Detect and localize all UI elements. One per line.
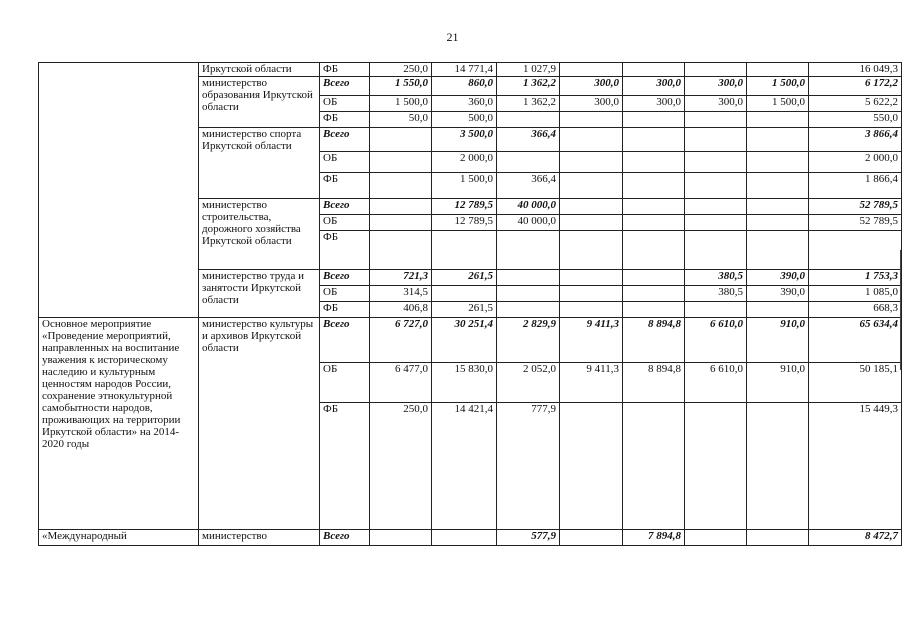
value-cell: 860,0: [432, 77, 497, 96]
margin-line: [900, 250, 901, 370]
value-cell: [370, 128, 432, 152]
value-cell: 8 894,8: [623, 363, 685, 403]
value-cell: 1 027,9: [497, 63, 560, 77]
funding-type-cell: ФБ: [320, 302, 370, 318]
value-cell: 390,0: [747, 270, 809, 286]
value-cell: [685, 112, 747, 128]
value-cell: [623, 152, 685, 173]
funding-type-cell: ОБ: [320, 286, 370, 302]
owner-cell: министерство труда и занятости Иркутской области: [199, 270, 320, 318]
total-cell: 52 789,5: [809, 199, 902, 215]
value-cell: 366,4: [497, 128, 560, 152]
value-cell: [623, 231, 685, 270]
value-cell: [432, 530, 497, 546]
value-cell: 6 610,0: [685, 318, 747, 363]
value-cell: 910,0: [747, 318, 809, 363]
value-cell: [747, 199, 809, 215]
table-row: [39, 63, 902, 77]
value-cell: [747, 173, 809, 199]
main-event-description: Основное мероприятие «Проведение мероприятий, направленных на воспитание уважения к историческому наследию и культурным ценностям народов России, сохранение этнокультурной самобытности народов, проживающих на территории Иркутской области» на 2014-2020 годы: [39, 318, 199, 530]
value-cell: 300,0: [560, 77, 623, 96]
total-cell: 50 185,1: [809, 363, 902, 403]
funding-type-cell: ОБ: [320, 96, 370, 112]
value-cell: [432, 231, 497, 270]
value-cell: 1 500,0: [747, 96, 809, 112]
funding-type-cell: Всего: [320, 530, 370, 546]
value-cell: [370, 215, 432, 231]
value-cell: [497, 286, 560, 302]
value-cell: [747, 128, 809, 152]
table-row: [39, 318, 902, 363]
value-cell: [497, 270, 560, 286]
value-cell: [560, 530, 623, 546]
funding-type-cell: ФБ: [320, 112, 370, 128]
value-cell: [623, 173, 685, 199]
next-event-description: «Международный: [39, 530, 199, 546]
table-body: [39, 63, 902, 546]
value-cell: 577,9: [497, 530, 560, 546]
funding-type-cell: Всего: [320, 318, 370, 363]
table-row: [39, 530, 902, 546]
value-cell: [685, 173, 747, 199]
value-cell: [560, 215, 623, 231]
total-cell: [809, 231, 902, 270]
value-cell: [497, 152, 560, 173]
value-cell: [560, 403, 623, 530]
value-cell: [747, 152, 809, 173]
value-cell: 300,0: [623, 77, 685, 96]
value-cell: [497, 302, 560, 318]
value-cell: [685, 530, 747, 546]
value-cell: 50,0: [370, 112, 432, 128]
value-cell: 777,9: [497, 403, 560, 530]
value-cell: 261,5: [432, 270, 497, 286]
value-cell: 380,5: [685, 270, 747, 286]
owner-cell: министерство образования Иркутской области: [199, 77, 320, 128]
total-cell: 65 634,4: [809, 318, 902, 363]
value-cell: 314,5: [370, 286, 432, 302]
value-cell: [560, 302, 623, 318]
value-cell: [370, 530, 432, 546]
value-cell: [623, 302, 685, 318]
value-cell: [685, 302, 747, 318]
funding-type-cell: ОБ: [320, 363, 370, 403]
total-cell: 8 472,7: [809, 530, 902, 546]
value-cell: [747, 112, 809, 128]
funding-type-cell: ФБ: [320, 231, 370, 270]
value-cell: [623, 112, 685, 128]
funding-type-cell: ФБ: [320, 403, 370, 530]
value-cell: [370, 199, 432, 215]
value-cell: [497, 231, 560, 270]
value-cell: 12 789,5: [432, 199, 497, 215]
value-cell: 2 052,0: [497, 363, 560, 403]
value-cell: 1 362,2: [497, 96, 560, 112]
owner-cell: министерство строительства, дорожного хозяйства Иркутской области: [199, 199, 320, 270]
value-cell: 1 500,0: [432, 173, 497, 199]
total-cell: 1 085,0: [809, 286, 902, 302]
value-cell: 1 500,0: [747, 77, 809, 96]
value-cell: 406,8: [370, 302, 432, 318]
value-cell: [747, 530, 809, 546]
value-cell: [747, 215, 809, 231]
value-cell: [747, 302, 809, 318]
value-cell: 250,0: [370, 403, 432, 530]
value-cell: 40 000,0: [497, 199, 560, 215]
total-cell: 668,3: [809, 302, 902, 318]
value-cell: [560, 152, 623, 173]
value-cell: [685, 403, 747, 530]
value-cell: 721,3: [370, 270, 432, 286]
value-cell: [747, 403, 809, 530]
value-cell: 300,0: [623, 96, 685, 112]
value-cell: [370, 173, 432, 199]
owner-cell: Иркутской области: [199, 63, 320, 77]
value-cell: [623, 286, 685, 302]
description-cell-empty: [39, 63, 199, 318]
total-cell: 5 622,2: [809, 96, 902, 112]
value-cell: 9 411,3: [560, 318, 623, 363]
value-cell: [560, 231, 623, 270]
value-cell: [370, 152, 432, 173]
value-cell: [432, 286, 497, 302]
funding-type-cell: Всего: [320, 199, 370, 215]
value-cell: [685, 199, 747, 215]
value-cell: 14 421,4: [432, 403, 497, 530]
value-cell: [560, 286, 623, 302]
value-cell: [747, 231, 809, 270]
funding-type-cell: Всего: [320, 77, 370, 96]
funding-type-cell: ОБ: [320, 152, 370, 173]
value-cell: [560, 128, 623, 152]
total-cell: 52 789,5: [809, 215, 902, 231]
value-cell: 3 500,0: [432, 128, 497, 152]
owner-cell: министерство спорта Иркутской области: [199, 128, 320, 199]
value-cell: [623, 215, 685, 231]
value-cell: [560, 112, 623, 128]
budget-table: [38, 62, 902, 546]
total-cell: 6 172,2: [809, 77, 902, 96]
value-cell: 250,0: [370, 63, 432, 77]
value-cell: [370, 231, 432, 270]
value-cell: 380,5: [685, 286, 747, 302]
value-cell: [623, 128, 685, 152]
value-cell: [623, 403, 685, 530]
value-cell: [747, 63, 809, 77]
value-cell: 9 411,3: [560, 363, 623, 403]
value-cell: 366,4: [497, 173, 560, 199]
funding-type-cell: ФБ: [320, 173, 370, 199]
value-cell: 360,0: [432, 96, 497, 112]
value-cell: 7 894,8: [623, 530, 685, 546]
total-cell: 3 866,4: [809, 128, 902, 152]
total-cell: 15 449,3: [809, 403, 902, 530]
value-cell: [685, 152, 747, 173]
total-cell: 1 866,4: [809, 173, 902, 199]
value-cell: 910,0: [747, 363, 809, 403]
value-cell: [623, 199, 685, 215]
funding-type-cell: Всего: [320, 128, 370, 152]
value-cell: 40 000,0: [497, 215, 560, 231]
value-cell: [685, 215, 747, 231]
value-cell: [685, 63, 747, 77]
value-cell: 6 610,0: [685, 363, 747, 403]
value-cell: [560, 173, 623, 199]
owner-cell: министерство: [199, 530, 320, 546]
value-cell: 6 727,0: [370, 318, 432, 363]
value-cell: 500,0: [432, 112, 497, 128]
value-cell: 261,5: [432, 302, 497, 318]
value-cell: [560, 199, 623, 215]
value-cell: 2 829,9: [497, 318, 560, 363]
value-cell: [685, 231, 747, 270]
value-cell: [623, 63, 685, 77]
value-cell: 14 771,4: [432, 63, 497, 77]
total-cell: 2 000,0: [809, 152, 902, 173]
value-cell: 1 500,0: [370, 96, 432, 112]
value-cell: [497, 112, 560, 128]
value-cell: [685, 128, 747, 152]
value-cell: [623, 270, 685, 286]
value-cell: [560, 63, 623, 77]
value-cell: 6 477,0: [370, 363, 432, 403]
total-cell: 550,0: [809, 112, 902, 128]
value-cell: 2 000,0: [432, 152, 497, 173]
total-cell: 1 753,3: [809, 270, 902, 286]
value-cell: 300,0: [685, 96, 747, 112]
value-cell: 390,0: [747, 286, 809, 302]
value-cell: 300,0: [560, 96, 623, 112]
value-cell: 15 830,0: [432, 363, 497, 403]
value-cell: 12 789,5: [432, 215, 497, 231]
total-cell: 16 049,3: [809, 63, 902, 77]
owner-cell: министерство культуры и архивов Иркутской области: [199, 318, 320, 530]
value-cell: 300,0: [685, 77, 747, 96]
funding-type-cell: ФБ: [320, 63, 370, 77]
funding-type-cell: ОБ: [320, 215, 370, 231]
value-cell: 30 251,4: [432, 318, 497, 363]
value-cell: 1 362,2: [497, 77, 560, 96]
value-cell: 1 550,0: [370, 77, 432, 96]
page-number: 21: [446, 30, 459, 44]
value-cell: [560, 270, 623, 286]
value-cell: 8 894,8: [623, 318, 685, 363]
funding-type-cell: Всего: [320, 270, 370, 286]
